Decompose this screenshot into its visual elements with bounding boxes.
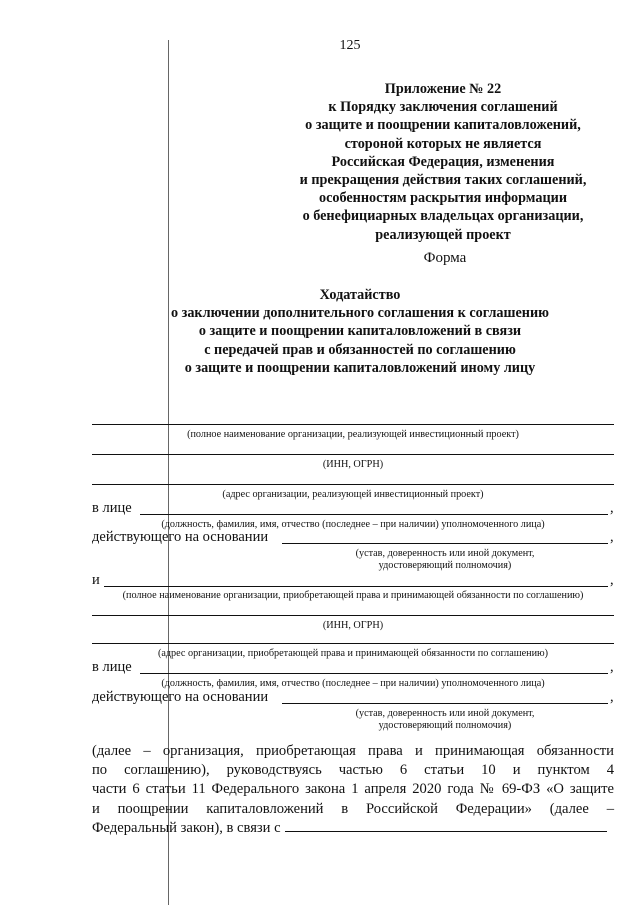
inn-ogrn-caption-1: (ИНН, ОГРН) bbox=[322, 459, 384, 470]
reason-fill-line[interactable] bbox=[285, 830, 607, 832]
title-line: о заключении дополнительного соглашения к соглашению bbox=[171, 305, 549, 322]
title-line: Ходатайство bbox=[319, 287, 401, 303]
basis-caption-2a: (устав, доверенность или иной документ, bbox=[355, 708, 535, 719]
comma: , bbox=[610, 500, 614, 516]
document-title bbox=[130, 286, 590, 377]
address-caption-1: (адрес организации, реализующей инвестиционный проект) bbox=[222, 489, 484, 500]
basis-line-1[interactable] bbox=[282, 543, 608, 544]
appendix-line: особенностям раскрытия информации bbox=[318, 190, 567, 207]
paragraph-line: по соглашению), руководствуясь частью 6 статьи 10 и пунктом 4 bbox=[92, 762, 614, 779]
acquirer-name-caption: (полное наименование организации, приобретающей права и принимающей обязанности по соглашению) bbox=[122, 590, 584, 601]
inn-ogrn-line-2[interactable] bbox=[92, 615, 614, 616]
appendix-line: о бенефициарных владельцах организации, bbox=[302, 208, 584, 225]
acquirer-name-line[interactable] bbox=[104, 586, 608, 587]
paragraph-line: части 6 статьи 11 Федерального закона 1 апреля 2020 года № 69-ФЗ «О защите bbox=[92, 781, 614, 798]
basis-caption-1a: (устав, доверенность или иной документ, bbox=[355, 548, 535, 559]
appendix-line: Российская Федерация, изменения bbox=[331, 153, 555, 170]
basis-caption-2b: удостоверяющий полномочия) bbox=[378, 720, 512, 731]
basis-line-2[interactable] bbox=[282, 703, 608, 704]
position-caption-2: (должность, фамилия, имя, отчество (последнее – при наличии) уполномоченного лица) bbox=[161, 678, 545, 689]
comma: , bbox=[610, 572, 614, 588]
form-label: Форма bbox=[423, 250, 467, 266]
appendix-line: к Порядку заключения соглашений bbox=[328, 99, 558, 116]
paragraph-last-line bbox=[92, 819, 614, 838]
paragraph-line: (далее – организация, приобретающая права и принимающая обязанности bbox=[92, 743, 614, 759]
person-label-1: в лице bbox=[92, 500, 132, 516]
basis-label-1: действующего на основании bbox=[92, 529, 269, 545]
person-line-2[interactable] bbox=[140, 673, 608, 674]
person-label-2: в лице bbox=[92, 659, 132, 675]
paragraph-tail-text: Федеральный закон), в связи с bbox=[92, 819, 281, 836]
title-line: о защите и поощрении капиталовложений в связи bbox=[198, 323, 522, 340]
title-line: о защите и поощрении капиталовложений иному лицу bbox=[184, 359, 536, 376]
address-line-2[interactable] bbox=[92, 643, 614, 644]
body-paragraph bbox=[92, 742, 614, 838]
paragraph-line: и поощрении капиталовложений в Российской Федерации» (далее – bbox=[92, 800, 614, 817]
basis-label-2: действующего на основании bbox=[92, 689, 269, 705]
appendix-line: и прекращения действия таких соглашений, bbox=[299, 172, 587, 189]
appendix-line: Приложение № 22 bbox=[384, 81, 502, 97]
org-name-line[interactable] bbox=[92, 424, 614, 425]
page-number: 125 bbox=[339, 38, 361, 53]
comma: , bbox=[610, 529, 614, 545]
comma: , bbox=[610, 659, 614, 675]
appendix-line: стороной которых не является bbox=[344, 135, 542, 152]
inn-ogrn-caption-2: (ИНН, ОГРН) bbox=[322, 620, 384, 631]
org-name-caption: (полное наименование организации, реализующей инвестиционный проект) bbox=[187, 429, 519, 440]
inn-ogrn-line-1[interactable] bbox=[92, 454, 614, 455]
appendix-header bbox=[270, 80, 616, 244]
address-line-1[interactable] bbox=[92, 484, 614, 485]
appendix-line: о защите и поощрении капиталовложений, bbox=[305, 117, 581, 134]
address-caption-2: (адрес организации, приобретающей права и принимающей обязанности по соглашению) bbox=[157, 648, 549, 659]
title-line: с передачей прав и обязанностей по соглашению bbox=[204, 341, 516, 358]
position-caption-1: (должность, фамилия, имя, отчество (последнее – при наличии) уполномоченного лица) bbox=[161, 519, 545, 530]
and-label: и bbox=[92, 572, 100, 588]
appendix-line: реализующей проект bbox=[375, 226, 511, 243]
basis-caption-1b: удостоверяющий полномочия) bbox=[378, 560, 512, 571]
comma: , bbox=[610, 689, 614, 705]
person-line-1[interactable] bbox=[140, 514, 608, 515]
